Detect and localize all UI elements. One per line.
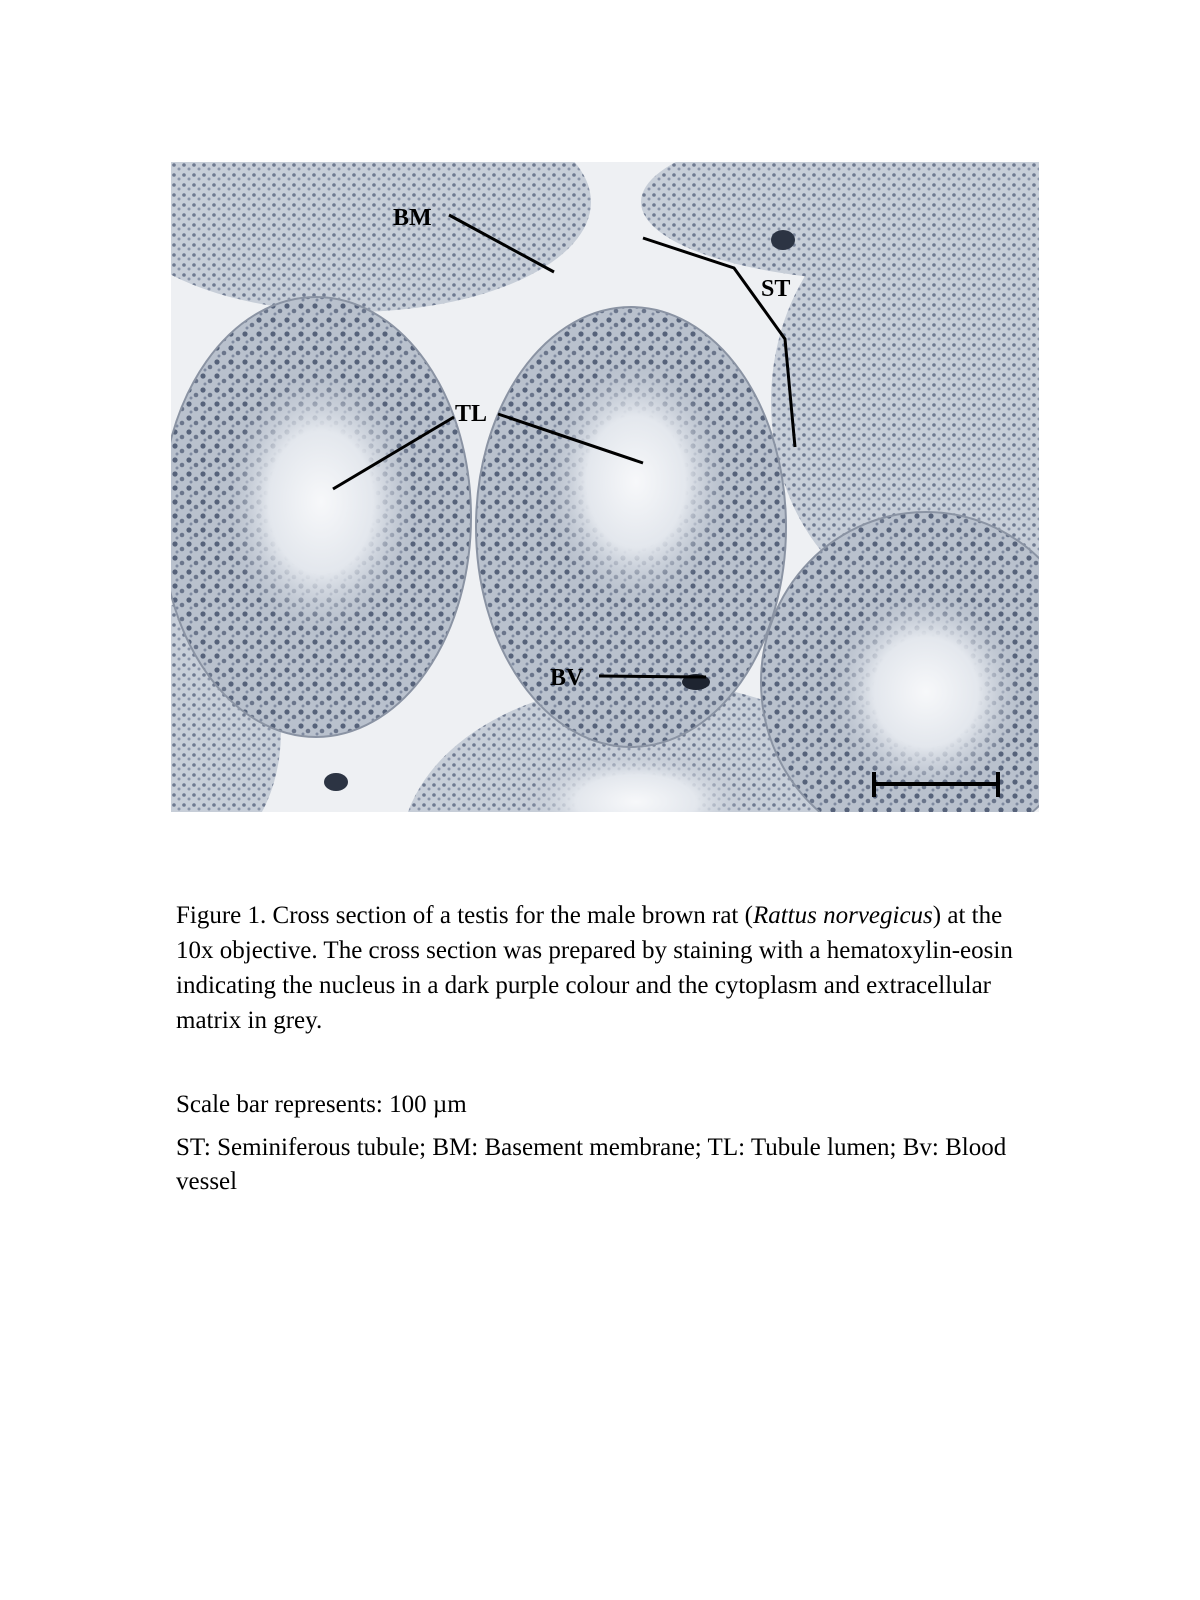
blood-vessel-top <box>771 230 795 250</box>
label-bm: BM <box>393 205 432 231</box>
caption-species: Rattus norvegicus <box>752 902 933 929</box>
figure-caption <box>176 898 1036 1038</box>
label-tl: TL <box>455 401 488 427</box>
lumen-left <box>226 372 416 632</box>
bv-leader-line <box>599 676 706 677</box>
label-st: ST <box>761 276 791 302</box>
label-bv: BV <box>550 665 584 691</box>
lumen-lower-right <box>831 592 1021 792</box>
abbreviation-legend: ST: Seminiferous tubule; BM: Basement membrane; TL: Tubule lumen; Bv: Blood vessel <box>176 1134 1007 1195</box>
micrograph-figure <box>171 162 1039 812</box>
lumen-center <box>546 362 726 602</box>
blood-vessel-bottom <box>324 773 348 791</box>
scale-bar-note: Scale bar represents: 100 µm <box>176 1091 467 1118</box>
micrograph-image <box>171 162 1039 812</box>
caption-rest: ) at the 10x objective. The cross section was prepared by staining with a hematoxylin-eosin indicating the nucleus in a dark purple colour and the cytoplasm and extracellular matrix in grey. <box>176 902 1013 1034</box>
caption-lead: Figure 1. Cross section of a testis for the male brown rat ( <box>176 902 753 929</box>
